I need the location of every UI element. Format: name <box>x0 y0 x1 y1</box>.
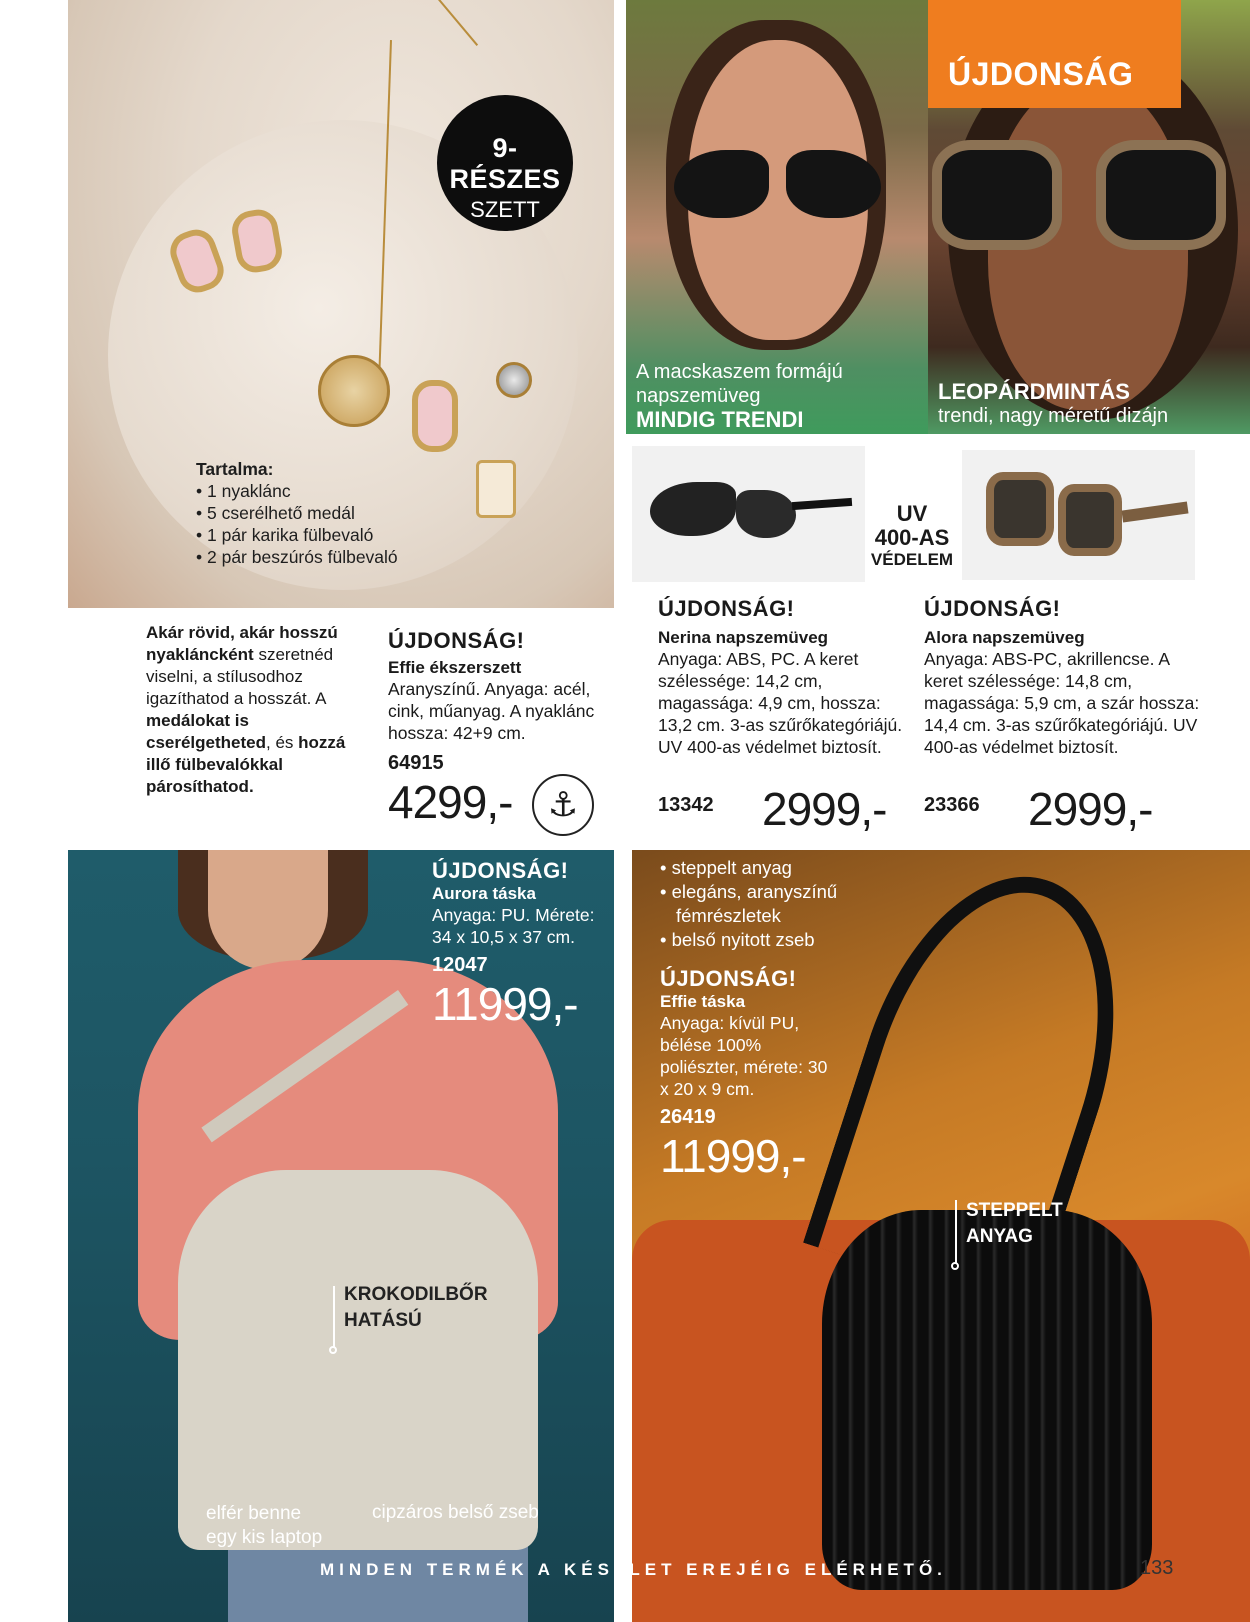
set-badge-line2: SZETT <box>470 197 540 222</box>
effie-feature: fémrészletek <box>676 905 781 926</box>
contents-item: • 2 pár beszúrós fülbevaló <box>196 547 398 567</box>
set-badge-line1: 9-RÉSZES <box>449 133 561 194</box>
leopard-caption-bold: LEOPÁRDMINTÁS <box>938 379 1130 404</box>
cateye-lens-left <box>674 150 769 218</box>
promo-regular-2: , és <box>266 733 299 752</box>
uv-line1: UV <box>896 501 928 526</box>
texture-callout-line <box>333 1286 335 1348</box>
contents-item: • 1 pár karika fülbevaló <box>196 525 374 545</box>
anchor-seal-icon: ⚓ <box>532 774 594 836</box>
laptop-callout <box>206 1502 322 1550</box>
effie-name: Effie táska <box>660 992 746 1011</box>
uv-protection-badge <box>862 502 962 570</box>
quilted-callout-dot <box>951 1262 959 1270</box>
quilted-callout-line1: STEPPELT <box>966 1200 1063 1221</box>
effie-features <box>660 856 880 952</box>
alora-lens-right <box>1058 484 1122 556</box>
leopard-lens-right <box>1096 140 1226 250</box>
jewelry-name: Effie ékszerszett <box>388 658 522 677</box>
cateye-caption-line2: napszemüveg <box>636 385 761 407</box>
leopard-lens-left <box>932 140 1062 250</box>
effie-feature: • belső nyitott zseb <box>660 929 815 950</box>
promo-regular-1: szeretnéd viselni, a stílusodhoz igazíthatod a hosszát. A <box>146 645 334 708</box>
contents-item: • 1 nyaklánc <box>196 481 291 501</box>
quilted-callout-line <box>955 1200 957 1264</box>
jewelry-desc: Aranyszínű. Anyaga: acél, cink, műanyag. A nyaklánc hossza: 42+9 cm. <box>388 679 595 743</box>
quilted-callout-line2: ANYAG <box>966 1226 1033 1247</box>
jewelry-headline: ÚJDONSÁG! <box>388 628 525 653</box>
cateye-caption <box>636 360 926 432</box>
nerina-desc: Anyaga: ABS, PC. A keret szélessége: 14,2 cm, magassága: 4,9 cm, hossza: 13,2 cm. 3-as szűrőkategóriájú. UV 400-as védelmet biztosít. <box>658 649 903 757</box>
aurora-price: 11999,- <box>432 978 578 1030</box>
uv-line3: VÉDELEM <box>870 550 954 569</box>
cateye-caption-line1: A macskaszem formájú <box>636 361 843 383</box>
aurora-bag <box>178 1170 538 1550</box>
jewelry-price: 4299,- <box>388 776 513 828</box>
nerina-lens-left <box>650 482 736 536</box>
nerina-product-photo <box>632 446 865 582</box>
page-number: 133 <box>1140 1557 1174 1579</box>
nerina-product-info <box>658 596 910 758</box>
alora-lens-left <box>986 472 1054 546</box>
aurora-desc: Anyaga: PU. Mérete: 34 x 10,5 x 37 cm. <box>432 905 595 947</box>
contents-title: Tartalma: <box>196 459 274 479</box>
pink-pendant <box>412 380 458 452</box>
texture-callout-line1: KROKODILBŐR <box>344 1284 488 1305</box>
alora-price: 2999,- <box>1028 783 1153 835</box>
alora-code: 23366 <box>924 794 980 816</box>
promo-bold-2: medálokat is cserélgetheted <box>146 711 266 752</box>
effie-price: 11999,- <box>660 1130 806 1182</box>
laptop-callout-line2: egy kis laptop <box>206 1527 323 1548</box>
nerina-temple <box>792 498 852 510</box>
laptop-callout-line1: elfér benne <box>206 1503 302 1524</box>
effie-desc: Anyaga: kívül PU, bélése 100% poliészter, mérete: 30 x 20 x 9 cm. <box>660 1013 828 1099</box>
effie-product-info <box>660 966 838 1183</box>
alora-temple <box>1121 501 1188 522</box>
alora-product-info <box>924 596 1200 758</box>
texture-callout-line2: HATÁSÚ <box>344 1310 422 1331</box>
nerina-lens-right <box>736 490 796 538</box>
effie-feature: • steppelt anyag <box>660 857 792 878</box>
alora-product-photo <box>962 450 1195 580</box>
effie-headline: ÚJDONSÁG! <box>660 966 797 991</box>
effie-code: 26419 <box>660 1106 716 1128</box>
model-face <box>208 850 328 970</box>
alora-headline: ÚJDONSÁG! <box>924 596 1061 621</box>
aurora-name: Aurora táska <box>432 884 536 903</box>
aurora-code: 12047 <box>432 954 488 976</box>
jewelry-promo-text <box>146 622 366 798</box>
uv-line2: 400-AS <box>874 525 950 550</box>
quilted-callout <box>966 1198 1063 1250</box>
aurora-headline: ÚJDONSÁG! <box>432 858 569 883</box>
leopard-caption <box>938 380 1248 428</box>
nerina-name: Nerina napszemüveg <box>658 628 829 647</box>
alora-desc: Anyaga: ABS-PC, akrillencse. A keret szélessége: 14,8 cm, magassága: 5,9 cm, a szár hossza: 14,4 cm. 3-as szűrőkategóriájú. UV 400-as védelmet biztosít. <box>924 649 1200 757</box>
promo-bold-1: Akár rövid, akár hosszú nyakláncként <box>146 623 338 664</box>
new-banner: ÚJDONSÁG <box>928 0 1181 108</box>
texture-callout <box>344 1282 488 1334</box>
nerina-price: 2999,- <box>762 783 887 835</box>
cateye-caption-bold: MINDIG TRENDI <box>636 407 804 432</box>
crystal-pendant <box>496 362 532 398</box>
leopard-caption-line: trendi, nagy méretű dizájn <box>938 405 1169 427</box>
gold-medal-pendant <box>318 355 390 427</box>
set-contents <box>196 458 496 568</box>
aurora-product-info <box>432 858 612 1031</box>
nerina-code: 13342 <box>658 794 714 816</box>
set-badge <box>437 95 573 231</box>
necklace-chain <box>438 0 478 46</box>
alora-name: Alora napszemüveg <box>924 628 1085 647</box>
effie-bag <box>822 1210 1152 1590</box>
availability-note: MINDEN TERMÉK A KÉSZLET EREJÉIG ELÉRHETŐ. <box>320 1560 947 1579</box>
nerina-headline: ÚJDONSÁG! <box>658 596 795 621</box>
contents-item: • 5 cserélhető medál <box>196 503 355 523</box>
texture-callout-dot <box>329 1346 337 1354</box>
jewelry-code: 64915 <box>388 752 444 774</box>
pocket-callout: cipzáros belső zseb <box>372 1502 539 1523</box>
promo-bold-3: hozzá illő fülbevalókkal párosíthatod. <box>146 733 346 796</box>
effie-feature: • elegáns, aranyszínű <box>660 881 838 902</box>
